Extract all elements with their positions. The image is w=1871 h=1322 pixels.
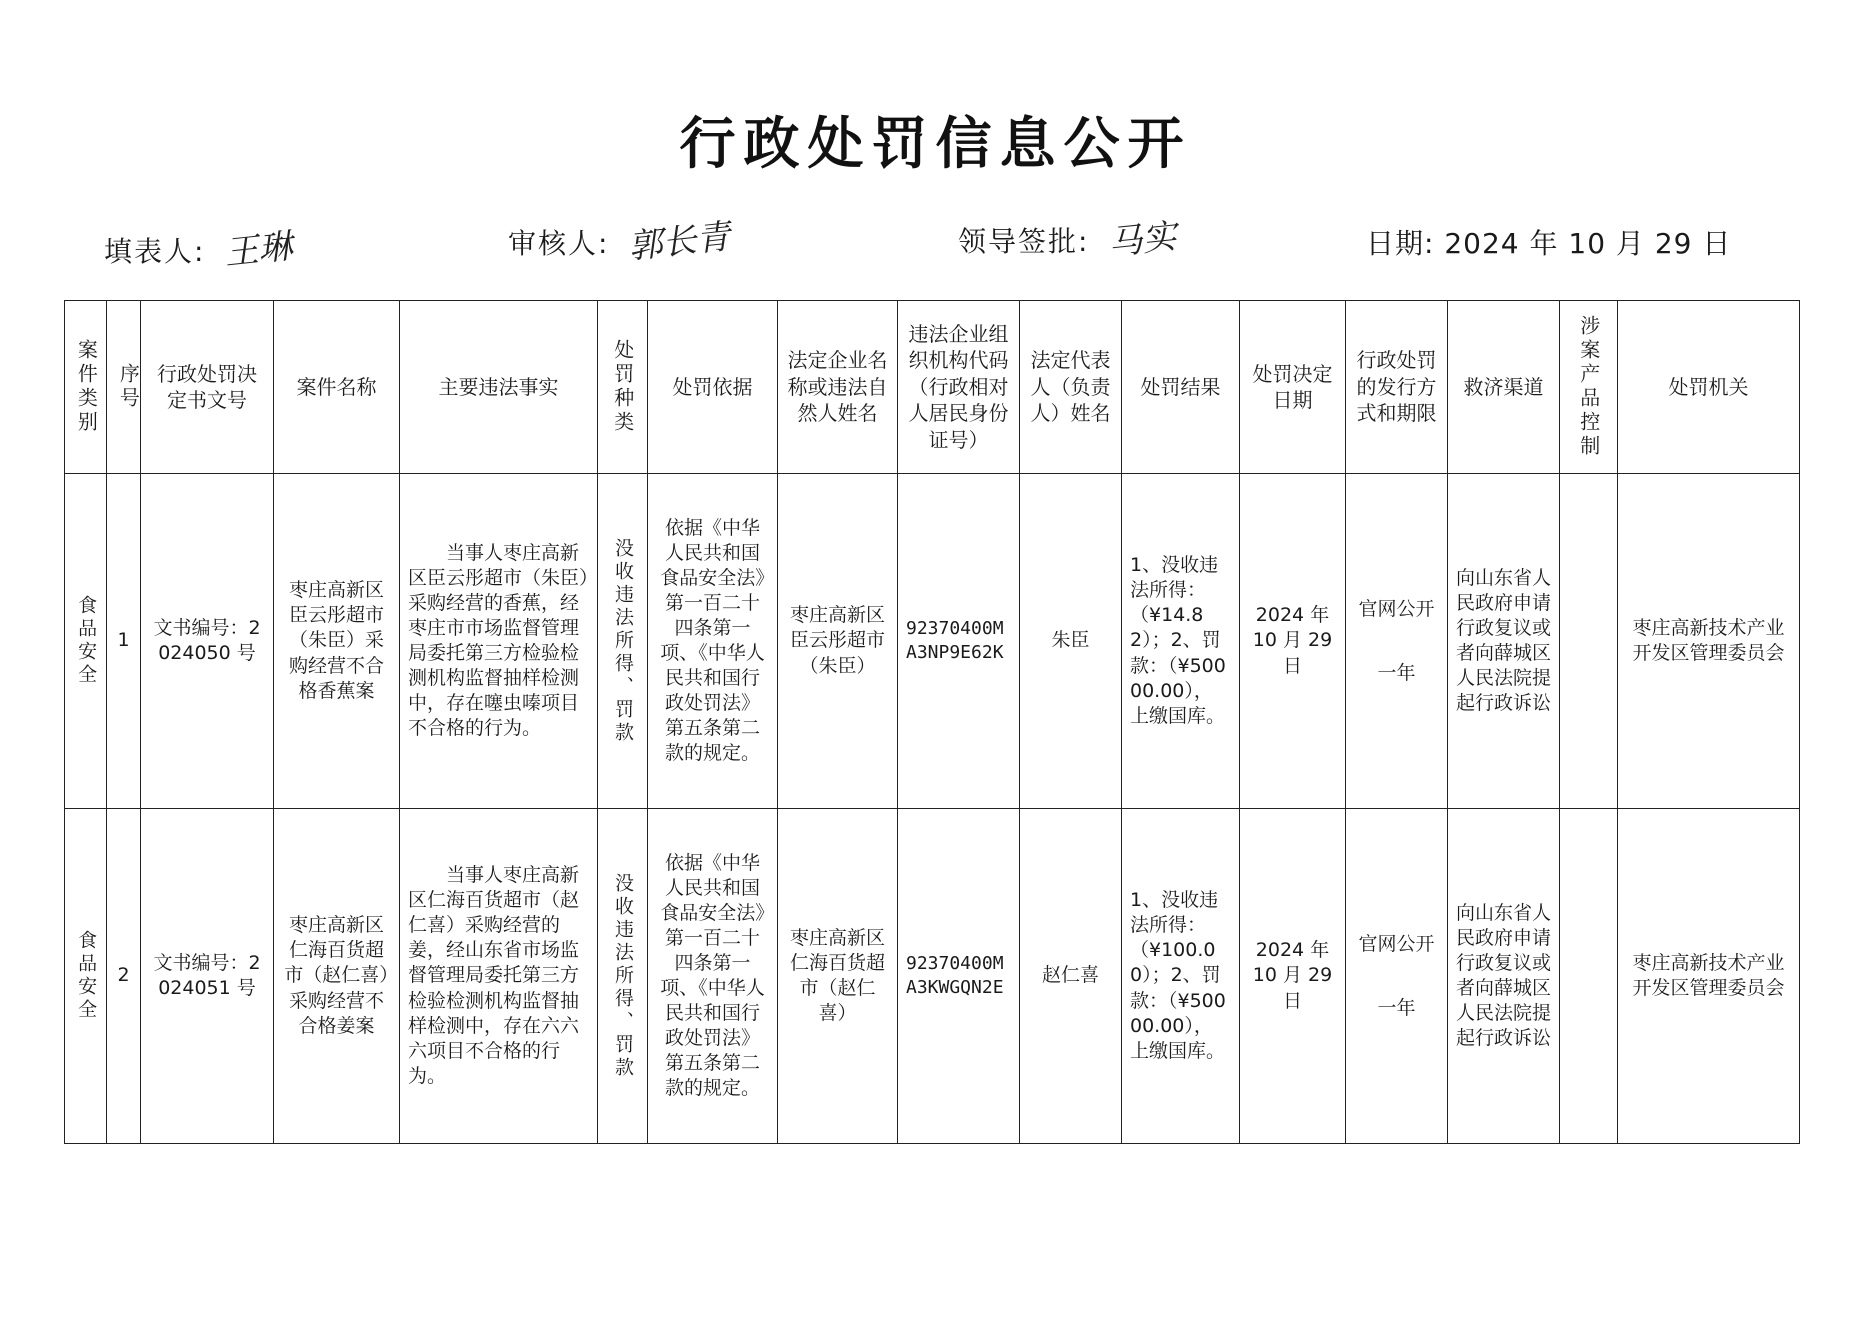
filler-label: 填表人: bbox=[104, 235, 206, 268]
col-header-basis: 处罚依据 bbox=[648, 301, 778, 474]
cell-no: 1 bbox=[107, 474, 141, 809]
cell-result: 1、没收违法所得：（¥100.00）；2、罚款：（¥50000.00），上缴国库。 bbox=[1122, 809, 1240, 1144]
cell-doc-no: 文书编号：2024050 号 bbox=[141, 474, 274, 809]
cell-authority: 枣庄高新技术产业开发区管理委员会 bbox=[1618, 474, 1800, 809]
publish-term: 一年 bbox=[1377, 662, 1416, 684]
filler-field bbox=[104, 222, 295, 274]
col-header-result: 处罚结果 bbox=[1122, 301, 1240, 474]
col-header-publish: 行政处罚的发行方式和期限 bbox=[1346, 301, 1448, 474]
cell-code: 92370400MA3NP9E62K bbox=[898, 474, 1020, 809]
publish-method: 官网公开 bbox=[1358, 932, 1435, 955]
page-title: 行政处罚信息公开 bbox=[679, 112, 1192, 177]
reviewer-field bbox=[508, 214, 733, 268]
cell-result: 1、没收违法所得：（¥14.82）；2、罚款：（¥50000.00），上缴国库。 bbox=[1122, 474, 1240, 809]
penalty-table bbox=[64, 300, 1800, 1144]
approver-field bbox=[958, 212, 1179, 264]
table-row bbox=[65, 809, 1800, 1144]
date-value: 2024 年 10 月 29 日 bbox=[1444, 227, 1732, 260]
cell-remedy: 向山东省人民政府申请行政复议或者向薛城区人民法院提起行政诉讼 bbox=[1448, 809, 1560, 1144]
cell-doc-no: 文书编号：2024051 号 bbox=[141, 809, 274, 1144]
cell-case-name: 枣庄高新区臣云彤超市（朱臣）采购经营不合格香蕉案 bbox=[274, 474, 400, 809]
approver-signature: 马实 bbox=[1106, 216, 1179, 264]
filler-signature: 王琳 bbox=[222, 226, 295, 274]
col-header-facts: 主要违法事实 bbox=[400, 301, 598, 474]
table-row bbox=[65, 474, 1800, 809]
table-header-row bbox=[65, 301, 1800, 474]
col-header-rep: 法定代表人（负责人）姓名 bbox=[1020, 301, 1122, 474]
cell-entity: 枣庄高新区仁海百货超市（赵仁喜） bbox=[778, 809, 898, 1144]
cell-entity: 枣庄高新区臣云彤超市（朱臣） bbox=[778, 474, 898, 809]
cell-remedy: 向山东省人民政府申请行政复议或者向薛城区人民法院提起行政诉讼 bbox=[1448, 474, 1560, 809]
col-header-entity: 法定企业名称或违法自然人姓名 bbox=[778, 301, 898, 474]
date-label: 日期: bbox=[1366, 227, 1435, 260]
cell-publish bbox=[1346, 809, 1448, 1144]
cell-category: 食品安全 bbox=[65, 809, 107, 1144]
approver-label: 领导签批: bbox=[958, 225, 1090, 258]
date-field bbox=[1366, 222, 1731, 262]
cell-basis: 依据《中华人民共和国食品安全法》第一百二十四条第一项、《中华人民共和国行政处罚法》第五条第二款的规定。 bbox=[648, 474, 778, 809]
cell-product-control bbox=[1560, 809, 1618, 1144]
col-header-decision-date: 处罚决定日期 bbox=[1240, 301, 1346, 474]
cell-rep: 朱臣 bbox=[1020, 474, 1122, 809]
col-header-doc-no: 行政处罚决定书文号 bbox=[141, 301, 274, 474]
cell-penalty-type: 没收违法所得、罚款 bbox=[598, 474, 648, 809]
cell-rep: 赵仁喜 bbox=[1020, 809, 1122, 1144]
cell-no: 2 bbox=[107, 809, 141, 1144]
cell-product-control bbox=[1560, 474, 1618, 809]
publish-method: 官网公开 bbox=[1358, 597, 1435, 620]
cell-authority: 枣庄高新技术产业开发区管理委员会 bbox=[1618, 809, 1800, 1144]
cell-facts: 当事人枣庄高新区臣云彤超市（朱臣）采购经营的香蕉，经枣庄市市场监督管理局委托第三方检验检测机构监督抽样检测中，存在噻虫嗪项目不合格的行为。 bbox=[400, 474, 598, 809]
cell-publish bbox=[1346, 474, 1448, 809]
col-header-authority: 处罚机关 bbox=[1618, 301, 1800, 474]
cell-category: 食品安全 bbox=[65, 474, 107, 809]
col-header-category: 案件类别 bbox=[65, 301, 107, 474]
reviewer-signature: 郭长青 bbox=[626, 216, 733, 268]
cell-decision-date: 2024 年 10 月 29 日 bbox=[1240, 809, 1346, 1144]
col-header-penalty-type: 处罚种类 bbox=[598, 301, 648, 474]
col-header-code: 违法企业组织机构代码（行政相对人居民身份证号） bbox=[898, 301, 1020, 474]
cell-facts: 当事人枣庄高新区仁海百货超市（赵仁喜）采购经营的姜，经山东省市场监督管理局委托第三方检验检测机构监督抽样检测中，存在六六六项目不合格的行为。 bbox=[400, 809, 598, 1144]
publish-term: 一年 bbox=[1377, 997, 1416, 1019]
reviewer-label: 审核人: bbox=[508, 227, 610, 260]
col-header-no: 序号 bbox=[107, 301, 141, 474]
cell-penalty-type: 没收违法所得、罚款 bbox=[598, 809, 648, 1144]
cell-decision-date: 2024 年 10 月 29 日 bbox=[1240, 474, 1346, 809]
col-header-product-control: 涉案产品控制 bbox=[1560, 301, 1618, 474]
col-header-case-name: 案件名称 bbox=[274, 301, 400, 474]
cell-case-name: 枣庄高新区仁海百货超市（赵仁喜）采购经营不合格姜案 bbox=[274, 809, 400, 1144]
cell-code: 92370400MA3KWGQN2E bbox=[898, 809, 1020, 1144]
cell-basis: 依据《中华人民共和国食品安全法》第一百二十四条第一项、《中华人民共和国行政处罚法》第五条第二款的规定。 bbox=[648, 809, 778, 1144]
col-header-remedy: 救济渠道 bbox=[1448, 301, 1560, 474]
